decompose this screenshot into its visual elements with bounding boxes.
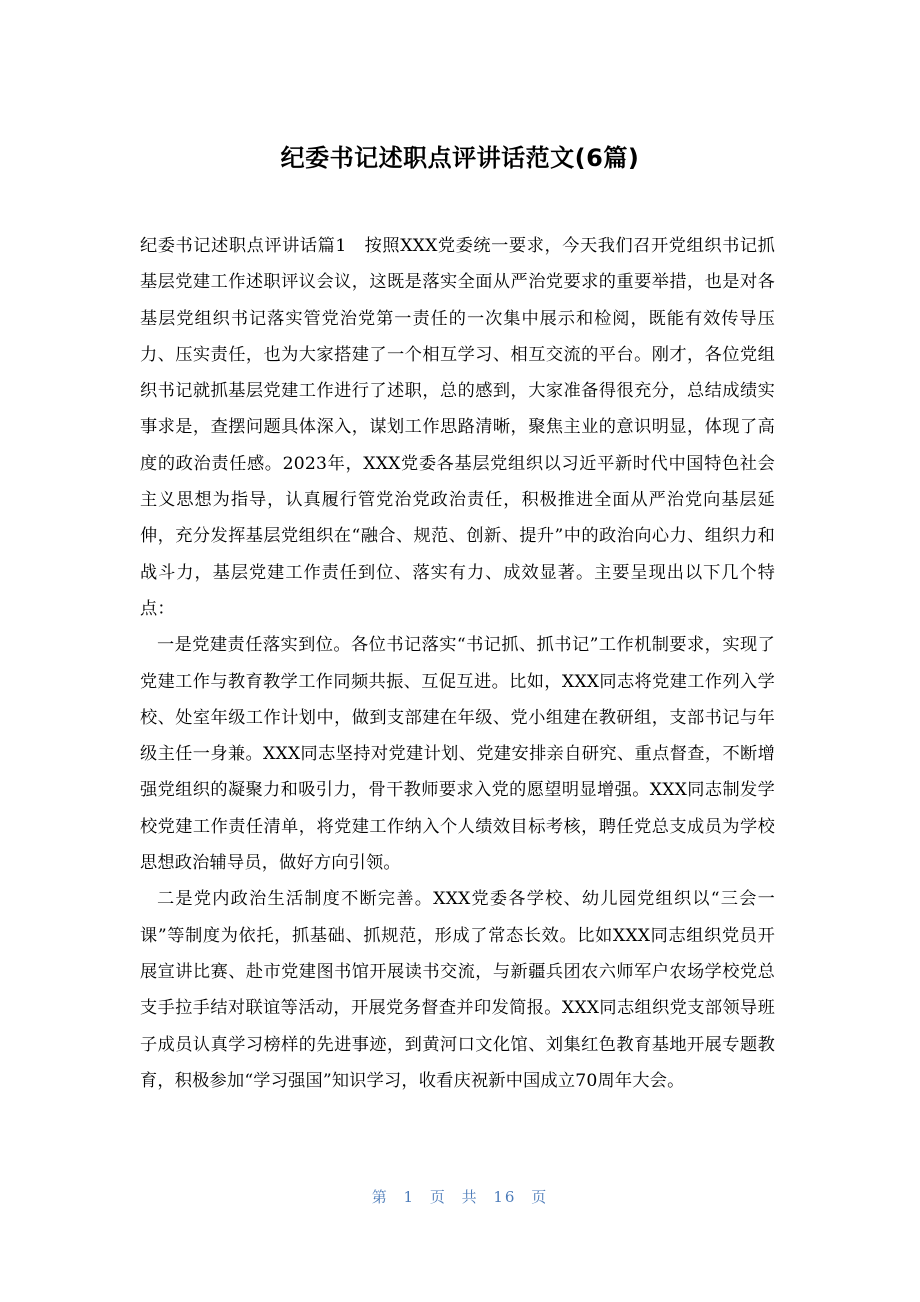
document-body [140, 228, 775, 1099]
paragraph-1: 纪委书记述职点评讲话篇1 按照XXX党委统一要求，今天我们召开党组织书记抓基层党建工作述职评议会议，这既是落实全面从严治党要求的重要举措，也是对各基层党组织书记落实管党治党第一责任的一次集中展示和检阅，既能有效传导压力、压实责任，也为大家搭建了一个相互学习、相互交流的平台。刚才，各位党组织书记就抓基层党建工作进行了述职，总的感到，大家准备得很充分，总结成绩实事求是，查摆问题具体深入，谋划工作思路清晰，聚焦主业的意识明显，体现了高度的政治责任感。2023年，XXX党委各基层党组织以习近平新时代中国特色社会主义思想为指导，认真履行管党治党政治责任，积极推进全面从严治党向基层延伸，充分发挥基层党组织在“融合、规范、创新、提升”中的政治向心力、组织力和战斗力，基层党建工作责任到位、落实有力、成效显著。主要呈现出以下几个特点： [140, 236, 775, 619]
paragraph-3: 二是党内政治生活制度不断完善。XXX党委各学校、幼儿园党组织以“三会一课”等制度为依托，抓基础、抓规范，形成了常态长效。比如XXX同志组织党员开展宣讲比赛、赴市党建图书馆开展读书交流，与新疆兵团农六师军户农场学校党总支手拉手结对联谊等活动，开展党务督查并印发简报。XXX同志组织党支部领导班子成员认真学习榜样的先进事迹，到黄河口文化馆、刘集红色教育基地开展专题教育，积极参加“学习强国”知识学习，收看庆祝新中国成立70周年大会。 [140, 889, 775, 1091]
paragraph-2: 一是党建责任落实到位。各位书记落实“书记抓、抓书记”工作机制要求，实现了党建工作与教育教学工作同频共振、互促互进。比如，XXX同志将党建工作列入学校、处室年级工作计划中，做到支部建在年级、党小组建在教研组，支部书记与年级主任一身兼。XXX同志坚持对党建计划、党建安排亲自研究、重点督查，不断增强党组织的凝聚力和吸引力，骨干教师要求入党的愿望明显增强。XXX同志制发学校党建工作责任清单，将党建工作纳入个人绩效目标考核，聘任党总支成员为学校思想政治辅导员，做好方向引领。 [140, 635, 775, 874]
page-footer: 第 1 页 共 16 页 [371, 1188, 549, 1206]
document-title: 纪委书记述职点评讲话范文(6篇) [280, 144, 640, 172]
